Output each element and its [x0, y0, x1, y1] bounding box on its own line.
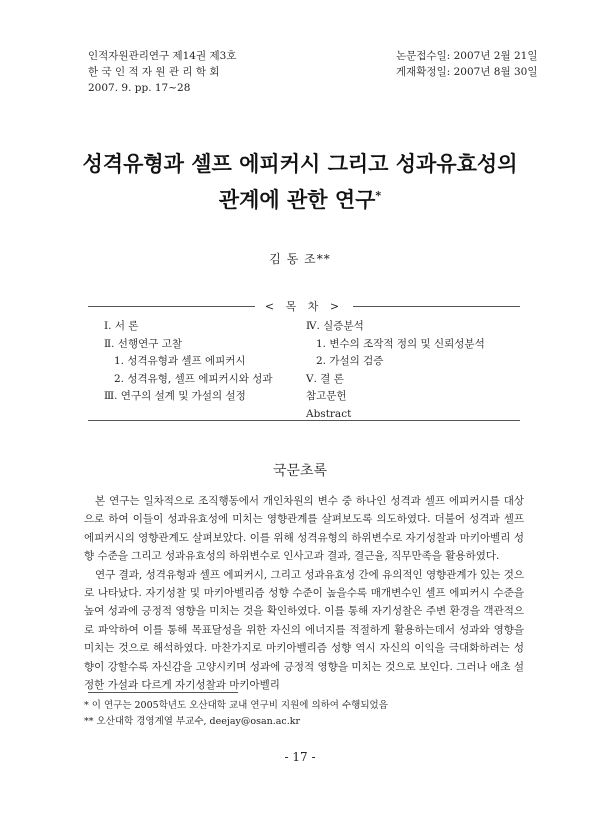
abstract-body: [84, 492, 524, 694]
submission-dates: [396, 48, 537, 80]
footnote-funding: * 이 연구는 2005학년도 오산대학 교내 연구비 지원에 의하여 수행되었음: [84, 700, 388, 711]
toc-entry: 1. 변수의 조작적 정의 및 신뢰성분석: [316, 337, 485, 350]
title-footnote-mark: *: [375, 189, 382, 202]
toc-entry: 1. 성격유형과 셀프 에피커시: [114, 355, 246, 367]
toc-entry: 2. 가설의 검증: [316, 355, 384, 367]
toc-heading: < 목 차 >: [88, 298, 520, 314]
author-name: 김 동 조**: [269, 252, 331, 266]
abstract-heading: 국문초록: [272, 463, 328, 479]
society-name: 한 국 인 적 자 원 관 리 학 회: [88, 66, 220, 78]
footnote-author: ** 오산대학 경영계열 부교수, deejay@osan.ac.kr: [84, 716, 301, 727]
paper-title: [60, 148, 540, 216]
toc-entry: Ⅰ. 서 론: [104, 320, 139, 332]
journal-name: 인적자원관리연구 제14권 제3호: [88, 50, 237, 62]
toc-rule-left: [88, 306, 255, 307]
toc-entry: 2. 성격유형, 셀프 에피커시와 성과: [114, 372, 273, 385]
toc-entry: 참고문헌: [306, 390, 347, 402]
toc-entry: Ⅱ. 선행연구 고찰: [104, 337, 183, 350]
title-line-1: 성격유형과 셀프 에피커시 그리고 성과유효성의: [82, 151, 518, 176]
journal-info: [88, 48, 236, 96]
page-number: - 17 -: [284, 750, 316, 764]
toc-right-column: [306, 318, 485, 423]
footnotes: [84, 698, 388, 730]
toc-entry: Ⅴ. 결 론: [306, 372, 344, 385]
accepted-date: 게재확정일: 2007년 8월 30일: [396, 66, 538, 78]
footnote-divider: [88, 692, 238, 693]
toc-entry: Ⅳ. 실증분석: [306, 320, 364, 332]
toc-heading-label: 목 차: [285, 300, 323, 313]
toc-entry: Abstract: [306, 407, 352, 420]
toc-entry: Ⅲ. 연구의 설계 및 가설의 설정: [104, 390, 246, 402]
toc-rule-right: [353, 306, 520, 307]
abstract-paragraph: 연구 결과, 성격유형과 셀프 에피커시, 그리고 성과유효성 간에 유의적인 영향관계가 있는 것으로 나타났다. 자기성찰 및 마키아벨리즘 성향 수준이 높을수록 매개변수인 셀프 에피커시 수준을 높여 성과에 긍정적 영향을 미치는 것을 확인하였다. 이를 통해 자기성찰은 주변 환경을 객관적으로 파악하여 이를 통해 목표달성을 위한 자신의 에너지를 적절하게 활용하는데서 성과와 영향을 미치는 것으로 해석하였다. 마찬가지로 마키아벨리즘 성향 역시 자신의 이익을 극대화하려는 성향이 강할수록 자신감을 고양시키며 성과에 긍정적 영향을 미치는 것으로 보인다. 그러나 애초 설정한 가설과 다르게 자기성찰과 마키아벨리: [84, 568, 524, 692]
table-of-contents: [88, 310, 520, 421]
issue-pages: 2007. 9. pp. 17~28: [88, 82, 191, 94]
title-line-2: 관계에 관한 연구*: [218, 187, 382, 212]
received-date: 논문접수일: 2007년 2월 21일: [396, 50, 538, 62]
abstract-paragraph: 본 연구는 일차적으로 조직행동에서 개인차원의 변수 중 하나인 성격과 셀프 에피커시를 대상으로 하여 이들이 성과유효성에 미치는 영향관계를 살펴보도록 의도하였다. 더불어 성격과 셀프 에피커시의 영향관계도 살펴보았다. 이를 위해 성격유형의 하위변수로 자기성찰과 마키아벨리 성향 수준을 그리고 성과유효성의 하위변수로 인사고과 결과, 결근율, 직무만족을 활용하였다.: [84, 495, 524, 563]
toc-left-column: [104, 318, 273, 406]
